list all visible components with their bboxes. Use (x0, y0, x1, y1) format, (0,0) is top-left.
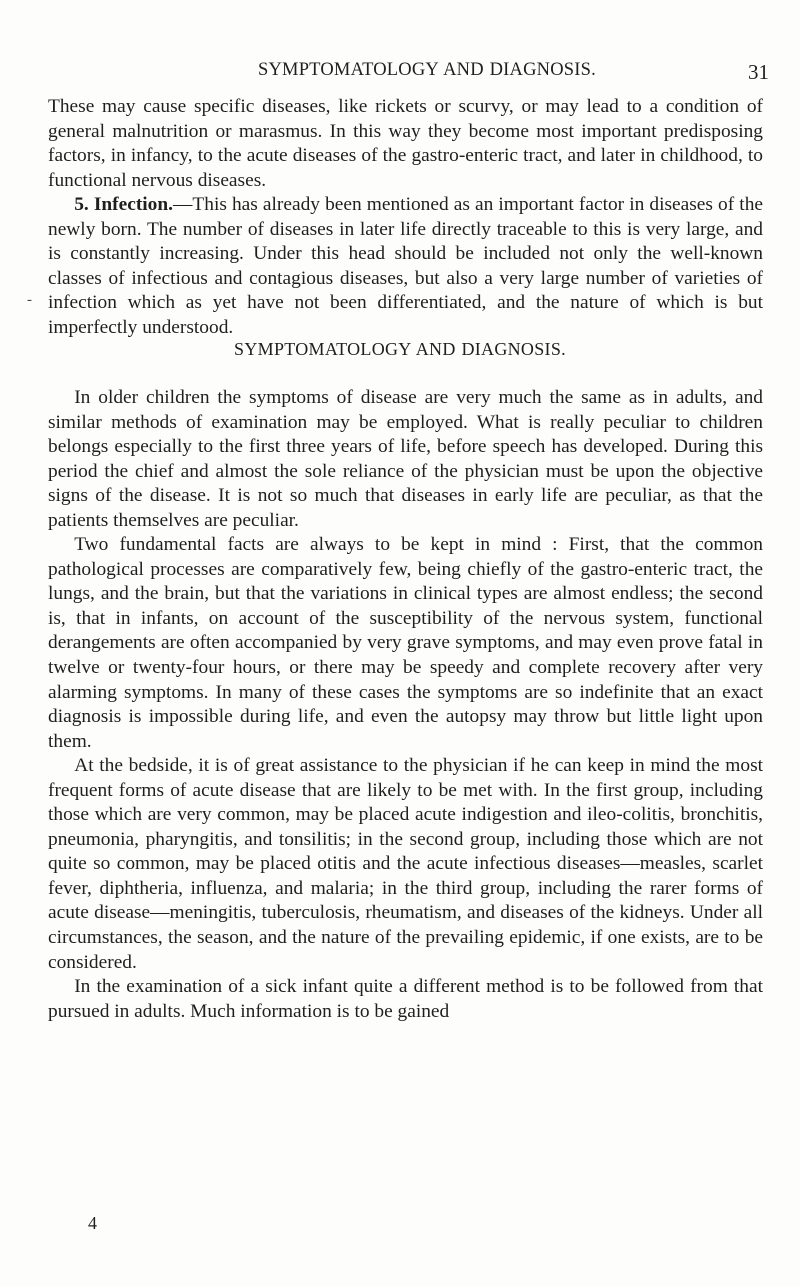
running-head: SYMPTOMATOLOGY AND DIAGNOSIS. (258, 60, 596, 80)
paragraph-examination: In the examination of a sick infant quite a different method is to be followed from that pursued in adults. Much information is to be gained (48, 976, 763, 1022)
section-heading: SYMPTOMATOLOGY AND DIAGNOSIS. (234, 339, 566, 359)
paragraph-older-children: In older children the symptoms of disease are very much the same as in adults, and similar methods of examination may be employed. What is really peculiar to children belongs especially to the first three years of life, before speech has developed. During this period the chief and almost the sole reliance of the physician must be upon the objective signs of the disease. It is not so much that diseases in early life are peculiar, as that the patients themselves are peculiar. (48, 387, 763, 531)
infection-body: —This has already been mentioned as an important factor in diseases of the newly born. The number of diseases in later life directly traceable to this is very large, and is constantly increasing. Under this head should be included not only the well-known classes of infectious and contagious diseases, but also a very large number of varieties of infection which as yet have not been differentiated, and the nature of which is but imperfectly understood. (48, 194, 763, 338)
paragraph-infection (48, 193, 763, 340)
bottom-text-block (48, 386, 763, 1024)
margin-mark: - (27, 292, 32, 308)
top-text-block (48, 95, 763, 340)
paragraph-bedside: At the bedside, it is of great assistance to the physician if he can keep in mind the most frequent forms of acute disease that are likely to be met with. In the first group, including those which are very common, may be placed acute indigestion and ileo-colitis, bronchitis, pneumonia, pharyngitis, and tonsilitis; in the second group, including those which are not quite so common, may be placed otitis and the acute infectious diseases—measles, scarlet fever, diphtheria, influenza, and malaria; in the third group, including the rarer forms of acute disease—meningitis, tuberculosis, rheumatism, and diseases of the kidneys. Under all circumstances, the season, and the nature of the prevailing epidemic, if one exists, are to be considered. (48, 755, 763, 973)
page-number: 31 (748, 60, 769, 84)
paragraph-fundamental-facts: Two fundamental facts are always to be kept in mind : First, that the common pathological processes are comparatively few, being chiefly of the gastro-enteric tract, the lungs, and the brain, but that the variations in clinical types are almost endless; the second is, that in infants, on account of the susceptibility of the nervous system, functional derangements are often accompanied by very grave symptoms, and may even prove fatal in twelve or twenty-four hours, or there may be speedy and complete recovery after very alarming symptoms. In many of these cases the symptoms are so indefinite that an exact diagnosis is impossible during life, and even the autopsy may throw but little light upon them. (48, 534, 763, 752)
infection-run-in-heading: 5. Infection. (74, 194, 174, 216)
paragraph-diet-effects: These may cause specific diseases, like rickets or scurvy, or may lead to a condition of general malnutrition or marasmus. In this way they become most important predisposing factors, in infancy, to the acute diseases of the gastro-enteric tract, and later in childhood, to functional nervous diseases. (48, 96, 763, 191)
signature-mark: 4 (88, 1213, 97, 1233)
